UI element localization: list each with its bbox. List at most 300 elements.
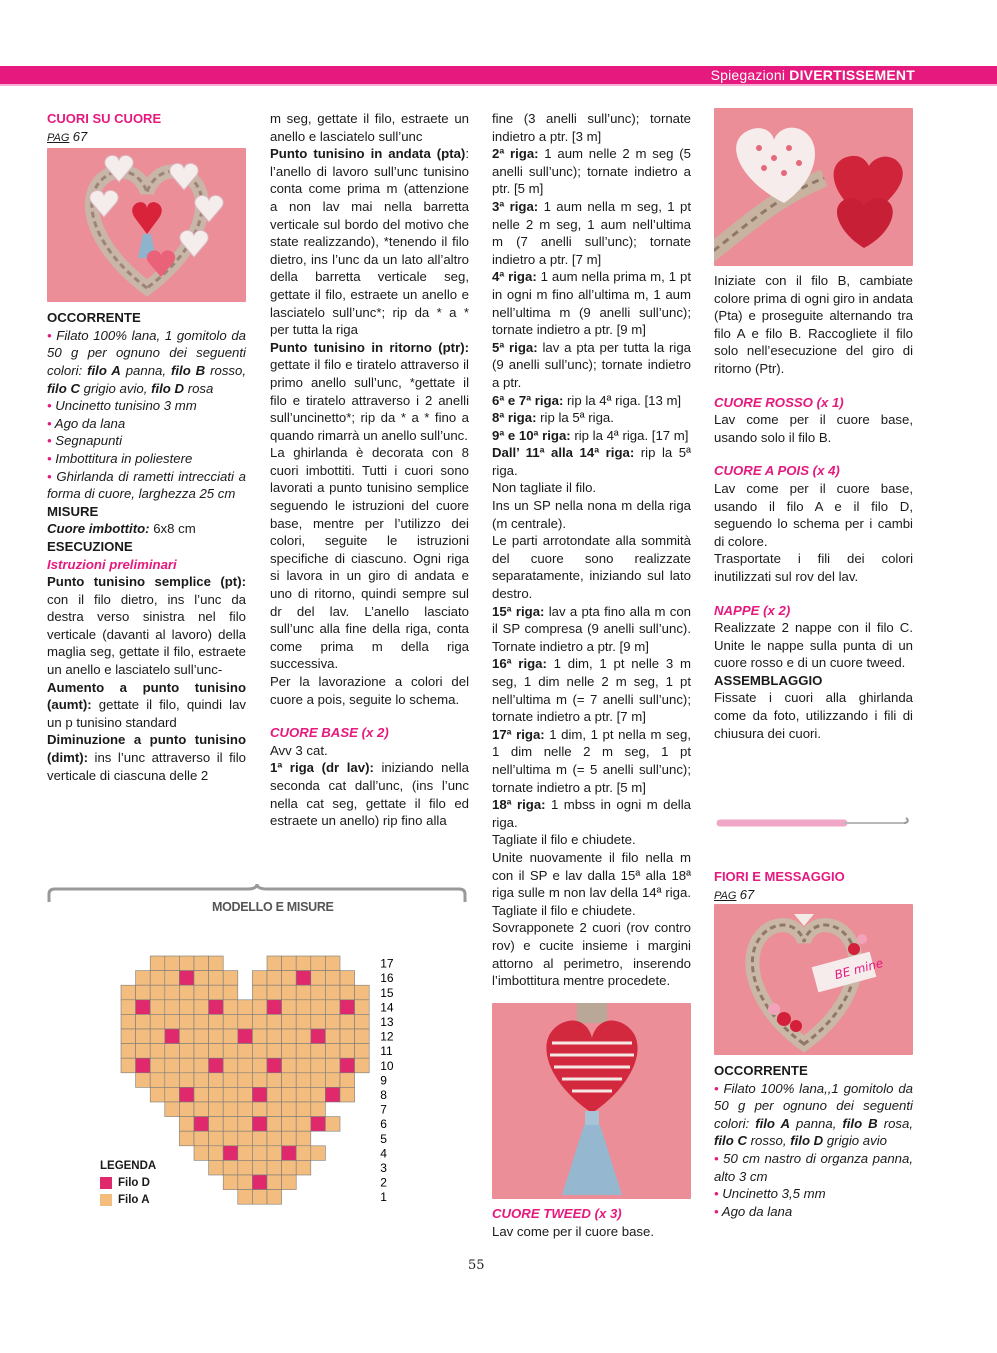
chart-cell-filo-a <box>252 1146 267 1161</box>
chart-cell-filo-a <box>238 1102 253 1117</box>
chart-cell-filo-a <box>325 1058 340 1073</box>
chart-cell-filo-a <box>223 1073 238 1088</box>
chart-cell-filo-a <box>296 1131 311 1146</box>
chart-cell-filo-a <box>325 971 340 986</box>
chart-cell-filo-a <box>296 1014 311 1029</box>
chart-cell-filo-a <box>296 1102 311 1117</box>
chart-cell-filo-a <box>355 1044 370 1059</box>
chart-cell-filo-a <box>311 1014 326 1029</box>
row-6-7: 6ª e 7ª riga: rip la 4ª riga. [13 m] <box>492 392 682 408</box>
row-5: 5ª riga: lav a pta per tutta la riga (9 anelli sull’unc); tornate indietro a ptr. <box>492 339 691 390</box>
chart-cell-filo-a <box>296 1058 311 1073</box>
chart-cell-filo-a <box>296 1073 311 1088</box>
chart-cell-filo-d <box>136 1000 151 1015</box>
row-4: 4ª riga: 1 aum nella prima m, 1 pt in ogni m fino all’ultima m, 1 aum nell’ultima m (9 anelli sull’unc); tornate indietro a ptr. [9 m] <box>492 269 691 338</box>
row-15: 15ª riga: lav a pta fino alla m con il SP compresa (9 anelli sull’unc). Tornate indietro a ptr. [9 m] <box>492 603 691 654</box>
chart-cell-filo-a <box>194 1058 209 1073</box>
chart-cell-filo-a <box>355 1058 370 1073</box>
chart-cell-filo-a <box>267 1190 282 1205</box>
supply-item: • Uncinetto 3,5 mm <box>714 1186 826 1202</box>
chart-cell-filo-a <box>282 985 297 1000</box>
fiori-title: FIORI E MESSAGGIO <box>714 869 845 884</box>
chart-cell-filo-a <box>223 1029 238 1044</box>
chart-cell-filo-a <box>209 1102 224 1117</box>
wreath-photo <box>47 148 246 302</box>
chart-cell-filo-a <box>282 1014 297 1029</box>
chart-cell-filo-a <box>209 1044 224 1059</box>
tweed-section <box>492 1205 691 1240</box>
instruction-dimt: Diminuzione a punto tunisino (dimt): ins l’unc attraverso il filo verticale di ciascuna delle 2 <box>47 732 246 783</box>
chart-cell-filo-d <box>179 971 194 986</box>
chart-cell-filo-a <box>223 1102 238 1117</box>
legend-swatch-filo-a <box>100 1194 112 1206</box>
header-section: Spiegazioni <box>710 67 786 83</box>
chart-cell-filo-a <box>179 1131 194 1146</box>
chart-cell-filo-a <box>121 1058 136 1073</box>
chart-cell-filo-a <box>282 1029 297 1044</box>
chart-cell-filo-d <box>238 1029 253 1044</box>
chart-cell-filo-a <box>150 971 165 986</box>
chart-cell-filo-a <box>121 1029 136 1044</box>
chart-cell-filo-a <box>252 1000 267 1015</box>
chart-cell-filo-a <box>340 985 355 1000</box>
row-8: 8ª riga: rip la 5ª riga. <box>492 410 614 426</box>
chart-row-label: 5 <box>380 1131 387 1146</box>
paragraph-pois: Per la lavorazione a colori del cuore a pois, seguite lo schema. <box>270 674 469 707</box>
chart-cell-filo-a <box>209 1087 224 1102</box>
esecuzione-title: ESECUZIONE <box>47 538 133 554</box>
chart-cell-filo-a <box>267 1087 282 1102</box>
chart-cell-filo-a <box>267 1117 282 1132</box>
column-4 <box>714 272 913 742</box>
chart-cell-filo-a <box>223 1014 238 1029</box>
supply-item: • Ghirlanda di rametti intrecciati a forma di cuore, larghezza 25 cm <box>47 468 247 502</box>
chart-cell-filo-a <box>179 1102 194 1117</box>
chart-cell-filo-a <box>150 1029 165 1044</box>
chart-cell-filo-a <box>296 1000 311 1015</box>
chart-cell-filo-a <box>136 1044 151 1059</box>
chart-cell-filo-a <box>179 1044 194 1059</box>
chart-cell-filo-a <box>136 985 151 1000</box>
chart-cell-filo-a <box>252 1190 267 1205</box>
chart-cell-filo-d <box>267 1000 282 1015</box>
instruction-aumt: Aumento a punto tunisino (aumt): gettate il filo, quindi lav un p tunisino standard <box>47 679 246 730</box>
chart-cell-filo-a <box>150 1014 165 1029</box>
chart-cell-filo-a <box>194 1000 209 1015</box>
chart-cell-filo-d <box>252 1087 267 1102</box>
chart-cell-filo-a <box>296 956 311 971</box>
chart-cell-filo-a <box>209 985 224 1000</box>
supply-item: • Segnapunti <box>47 433 123 449</box>
cuore-rosso-text: Lav come per il cuore base, usando solo il filo B. <box>714 412 913 445</box>
nappe-title: NAPPE (x 2) <box>714 602 791 618</box>
row-18: 18ª riga: 1 mbss in ogni m della riga. <box>492 797 691 830</box>
chart-cell-filo-a <box>223 1175 238 1190</box>
chart-cell-filo-a <box>238 1058 253 1073</box>
chart-legend <box>100 1160 156 1206</box>
chart-cell-filo-a <box>223 1000 238 1015</box>
chart-cell-filo-a <box>194 985 209 1000</box>
paragraph: Non tagliate il filo. <box>492 480 597 496</box>
paragraph: Unite nuovamente il filo nella m con il SP e lav dalla 15ª alla 18ª riga sulle m non lav della 14ª riga. Tagliate il filo e chiudete. <box>492 849 691 918</box>
chart-cell-filo-a <box>238 1175 253 1190</box>
assemblaggio-text: Fissate i cuori alla ghirlanda come da foto, utilizzando i fili di chiusura dei cuori. <box>714 690 913 741</box>
chart-cell-filo-a <box>150 1000 165 1015</box>
chart-row-label: 11 <box>380 1044 393 1059</box>
paragraph-ghirlanda: La ghirlanda è decorata con 8 cuori imbottiti. Tutti i cuori sono lavorati a punto tunisino semplice seguendo le istruzioni del cuore base, mentre per l’utilizzo dei colori, seguite le istruzioni specifiche di ciascuno. Ogni riga si lavora in un giro di andata e uno di ritorno, quindi sempre sul dr del lav. L’anello lasciato sull’unc alla fine della riga, conta come prima m della riga successiva. <box>270 445 469 672</box>
chart-cell-filo-a <box>311 1058 326 1073</box>
chart-cell-filo-a <box>194 1146 209 1161</box>
chart-cell-filo-a <box>238 1117 253 1132</box>
chart-cell-filo-d <box>194 1117 209 1132</box>
chart-cell-filo-a <box>325 956 340 971</box>
chart-cell-filo-d <box>252 1117 267 1132</box>
supply-item: • Ago da lana <box>714 1203 793 1219</box>
chart-cell-filo-a <box>267 985 282 1000</box>
chart-cell-filo-a <box>194 1102 209 1117</box>
chart-cell-filo-a <box>325 1014 340 1029</box>
chart-cell-filo-a <box>179 1117 194 1132</box>
chart-cell-filo-a <box>238 1073 253 1088</box>
chart-cell-filo-a <box>267 971 282 986</box>
chart-cell-filo-a <box>238 1190 253 1205</box>
chart-cell-filo-a <box>282 1000 297 1015</box>
chart-cell-filo-a <box>150 1087 165 1102</box>
chart-cell-filo-a <box>223 1117 238 1132</box>
chart-cell-filo-a <box>325 985 340 1000</box>
chart-cell-filo-a <box>223 1044 238 1059</box>
chart-cell-filo-a <box>179 1014 194 1029</box>
chart-row-label: 17 <box>380 956 394 971</box>
chart-row-label: 3 <box>380 1161 387 1175</box>
chart-cell-filo-a <box>238 1131 253 1146</box>
chart-row-label: 9 <box>380 1073 387 1088</box>
paragraph: Le parti arrotondate alla sommità del cuore sono realizzate separatamente, iniziando sul lato destro. <box>492 533 691 602</box>
nappe-text: Realizzate 2 nappe con il filo C. Unite le nappe sulla punta di un cuore rosso e di un cuore tweed. <box>714 620 913 671</box>
chart-cell-filo-a <box>252 985 267 1000</box>
chart-cell-filo-a <box>311 956 326 971</box>
chart-cell-filo-a <box>223 1087 238 1102</box>
hearts-closeup-photo <box>714 108 913 266</box>
fiori-occorrente <box>714 1062 913 1220</box>
chart-cell-filo-a <box>282 971 297 986</box>
chart-cell-filo-a <box>136 1073 151 1088</box>
column-3 <box>492 110 691 990</box>
fiori-wreath-photo <box>714 904 913 1055</box>
chart-cell-filo-a <box>267 1073 282 1088</box>
chart-cell-filo-a <box>238 1160 253 1175</box>
cuore-pois-text: Lav come per il cuore base, usando il filo A e il filo D, seguendo lo schema per i cambi di colore. <box>714 480 913 549</box>
legend-swatch-filo-d <box>100 1177 112 1189</box>
chart-cell-filo-a <box>165 956 180 971</box>
chart-cell-filo-a <box>325 1044 340 1059</box>
chart-cell-filo-a <box>150 1058 165 1073</box>
chart-cell-filo-a <box>296 1087 311 1102</box>
chart-cell-filo-a <box>252 1073 267 1088</box>
heart-chart <box>120 955 410 1215</box>
chart-cell-filo-a <box>165 1000 180 1015</box>
instruction-ptr: Punto tunisino in ritorno (ptr): gettate il filo e tiratelo attraverso il primo anello sull’unc, *gettate il filo e tiratelo attraverso i 2 anelli sull’uncinetto*; rip da * a * fino a quando rimarrà un anello sull’unc. <box>270 339 469 443</box>
chart-cell-filo-a <box>194 1014 209 1029</box>
chart-cell-filo-d <box>340 1000 355 1015</box>
chart-cell-filo-a <box>238 1014 253 1029</box>
chart-cell-filo-a <box>150 956 165 971</box>
chart-cell-filo-a <box>209 1014 224 1029</box>
chart-cell-filo-a <box>136 971 151 986</box>
chart-cell-filo-a <box>150 1073 165 1088</box>
chart-cell-filo-a <box>252 1029 267 1044</box>
row-1: 1ª riga (dr lav): iniziando nella seconda cat dall’unc, (ins l’unc nella cat seg, gettate il filo ed estraete un anello) rip fino alla <box>270 760 469 829</box>
chart-cell-filo-a <box>165 1102 180 1117</box>
legend-item-filo-a: Filo A <box>100 1194 156 1206</box>
chart-cell-filo-a <box>267 1131 282 1146</box>
chart-row-label: 12 <box>380 1029 394 1044</box>
chart-cell-filo-a <box>136 1029 151 1044</box>
chart-cell-filo-d <box>311 1117 326 1132</box>
legend-title: LEGENDA <box>100 1160 157 1172</box>
chart-cell-filo-a <box>209 1131 224 1146</box>
chart-title: MODELLO E MISURE <box>212 900 334 914</box>
chart-cell-filo-a <box>267 1014 282 1029</box>
row-17: 17ª riga: 1 dim, 1 pt nella m seg, 1 dim nelle 2 m seg, 1 pt nell’ultima m (= 5 anelli sull’unc); tornate indietro a ptr. [5 m] <box>492 726 691 795</box>
chart-cell-filo-a <box>121 985 136 1000</box>
occorrente-title: OCCORRENTE <box>47 310 141 326</box>
chart-row-label: 4 <box>380 1146 387 1161</box>
chart-cell-filo-a <box>252 1044 267 1059</box>
page-ref: PAG 67 <box>47 128 88 144</box>
chart-cell-filo-a <box>194 1044 209 1059</box>
chart-cell-filo-a <box>165 1014 180 1029</box>
fiori-section <box>714 868 913 905</box>
chart-cell-filo-a <box>267 956 282 971</box>
chart-row-label: 8 <box>380 1088 387 1102</box>
chart-cell-filo-a <box>121 1044 136 1059</box>
chart-cell-filo-d <box>252 1175 267 1190</box>
chart-cell-filo-d <box>267 1058 282 1073</box>
misure-value: Cuore imbottito: 6x8 cm <box>47 521 196 537</box>
photo-sign-text: BE mine <box>833 955 885 983</box>
chart-row-label: 2 <box>380 1175 387 1190</box>
chart-cell-filo-a <box>282 956 297 971</box>
chart-cell-filo-a <box>282 1160 297 1175</box>
row-11-14: Dall’ 11ª alla 14ª riga: rip la 5ª riga. <box>492 445 691 478</box>
chart-cell-filo-a <box>194 1131 209 1146</box>
chart-cell-filo-a <box>165 985 180 1000</box>
chart-cell-filo-a <box>209 1029 224 1044</box>
chart-cell-filo-a <box>282 1117 297 1132</box>
chart-cell-filo-d <box>136 1058 151 1073</box>
chart-cell-filo-a <box>223 971 238 986</box>
chart-cell-filo-a <box>325 1117 340 1132</box>
chart-cell-filo-a <box>296 1160 311 1175</box>
page-number: 55 <box>468 1258 485 1273</box>
chart-row-label: 15 <box>380 985 394 1000</box>
chart-cell-filo-a <box>165 1058 180 1073</box>
chart-cell-filo-a <box>311 1087 326 1102</box>
chart-cell-filo-a <box>194 1073 209 1088</box>
chart-cell-filo-a <box>252 1131 267 1146</box>
chart-cell-filo-d <box>282 1146 297 1161</box>
chart-cell-filo-a <box>179 985 194 1000</box>
chart-cell-filo-a <box>150 1044 165 1059</box>
chart-cell-filo-a <box>340 1029 355 1044</box>
chart-cell-filo-a <box>194 971 209 986</box>
chart-cell-filo-a <box>179 1058 194 1073</box>
cuore-pois-text-2: Trasportate i fili dei colori inutilizzati sul rov del lav. <box>714 551 913 584</box>
chart-cell-filo-a <box>223 1160 238 1175</box>
chart-cell-filo-d <box>165 1029 180 1044</box>
chart-cell-filo-a <box>282 1058 297 1073</box>
chart-cell-filo-a <box>150 985 165 1000</box>
chart-cell-filo-a <box>179 1000 194 1015</box>
chart-cell-filo-a <box>296 985 311 1000</box>
chart-cell-filo-a <box>325 1073 340 1088</box>
chart-cell-filo-d <box>296 971 311 986</box>
chart-cell-filo-d <box>311 1029 326 1044</box>
chart-row-label: 14 <box>380 1000 394 1015</box>
chart-cell-filo-a <box>267 1102 282 1117</box>
chart-cell-filo-a <box>121 1000 136 1015</box>
chart-cell-filo-a <box>355 1029 370 1044</box>
chart-cell-filo-a <box>209 1146 224 1161</box>
chart-cell-filo-a <box>252 971 267 986</box>
chart-cell-filo-d <box>340 1058 355 1073</box>
supply-item: • Filato 100% lana,,1 gomitolo da 50 g per ognuno dei seguenti colori: filo A panna, filo B rosa, filo C rosso, filo D grigio avio <box>714 1080 914 1149</box>
text-continuation: fine (3 anelli sull’unc); tornate indietro a ptr. [3 m] <box>492 111 691 144</box>
chart-cell-filo-a <box>223 1131 238 1146</box>
chart-row-label: 1 <box>380 1190 387 1205</box>
chart-cell-filo-a <box>252 1102 267 1117</box>
cast-on: Avv 3 cat. <box>270 742 328 758</box>
paragraph-iniziate: Iniziate con il filo B, cambiate colore prima di ogni giro in andata (Pta) e proseguite alternando tra filo A e filo B. Raccogliete il filo solo nell’esecuzione del giro di ritorno (Ptr). <box>714 273 913 376</box>
istruzioni-subtitle: Istruzioni preliminari <box>47 556 177 572</box>
chart-cell-filo-a <box>311 1102 326 1117</box>
chart-cell-filo-d <box>223 1146 238 1161</box>
chart-cell-filo-a <box>252 1014 267 1029</box>
chart-cell-filo-a <box>223 985 238 1000</box>
row-3: 3ª riga: 1 aum nella m seg, 1 pt nelle 2 m seg, 1 aum nell’ultima m (7 anelli sull’unc); tornate indietro a ptr. [7 m] <box>492 198 691 267</box>
chart-row-label: 16 <box>380 971 394 986</box>
chart-cell-filo-a <box>165 1073 180 1088</box>
chart-cell-filo-a <box>311 1146 326 1161</box>
chart-cell-filo-a <box>340 1014 355 1029</box>
chart-cell-filo-a <box>340 971 355 986</box>
chart-cell-filo-a <box>252 1058 267 1073</box>
chart-cell-filo-a <box>194 956 209 971</box>
chart-row-label: 7 <box>380 1102 387 1117</box>
chart-cell-filo-a <box>311 1000 326 1015</box>
chart-cell-filo-a <box>311 985 326 1000</box>
chart-cell-filo-a <box>209 1073 224 1088</box>
chart-cell-filo-a <box>238 1044 253 1059</box>
chart-cell-filo-a <box>252 1160 267 1175</box>
chart-cell-filo-a <box>325 1029 340 1044</box>
chart-cell-filo-a <box>282 1175 297 1190</box>
tweed-title: CUORE TWEED (x 3) <box>492 1206 622 1221</box>
chart-cell-filo-a <box>179 956 194 971</box>
chart-cell-filo-a <box>209 956 224 971</box>
chart-cell-filo-a <box>267 1029 282 1044</box>
chart-cell-filo-d <box>325 1087 340 1102</box>
chart-cell-filo-a <box>355 1014 370 1029</box>
row-9-10: 9ª e 10ª riga: rip la 4ª riga. [17 m] <box>492 427 689 443</box>
chart-row-label: 13 <box>380 1015 394 1029</box>
chart-cell-filo-a <box>340 1073 355 1088</box>
chart-cell-filo-a <box>209 971 224 986</box>
row-16: 16ª riga: 1 dim, 1 pt nelle 3 m seg, 1 dim nelle 2 m seg, 1 pt nell’ultima m (= 7 anelli sull’unc); tornate indietro a ptr. [7 m] <box>492 656 691 725</box>
chart-cell-filo-a <box>296 1029 311 1044</box>
chart-cell-filo-d <box>209 1000 224 1015</box>
instruction-pt: Punto tunisino semplice (pt): con il filo dietro, ins l’unc da destra verso sinistra nel filo verticale (davanti al lavoro) della maglia seg, gettate il filo, estraete un anello e lasciatelo sull’unc- <box>47 574 246 678</box>
header-underline <box>0 84 997 86</box>
chart-cell-filo-d <box>209 1058 224 1073</box>
column-2 <box>270 110 469 830</box>
supply-item: • Uncinetto tunisino 3 mm <box>47 398 197 414</box>
assemblaggio-title: ASSEMBLAGGIO <box>714 672 823 688</box>
chart-cell-filo-a <box>223 1058 238 1073</box>
chart-cell-filo-a <box>194 1029 209 1044</box>
chart-cell-filo-a <box>194 1087 209 1102</box>
crochet-hook-image <box>714 808 913 838</box>
row-2: 2ª riga: 1 aum nelle 2 m seg (5 anelli sull’unc); tornate indietro a ptr. [5 m] <box>492 146 691 197</box>
chart-cell-filo-a <box>136 1014 151 1029</box>
paragraph: Sovrapponete 2 cuori (rov contro rov) e cucite insieme i margini attorno al perimetro, inserendo l’imbottitura mentre procedete. <box>492 920 691 989</box>
chart-cell-filo-a <box>238 1087 253 1102</box>
chart-cell-filo-a <box>325 1000 340 1015</box>
chart-row-label: 10 <box>380 1058 394 1073</box>
chart-cell-filo-a <box>296 1117 311 1132</box>
chart-cell-filo-a <box>282 1102 297 1117</box>
chart-cell-filo-a <box>267 1160 282 1175</box>
paragraph: Tagliate il filo e chiudete. <box>492 832 636 848</box>
chart-cell-filo-a <box>209 1117 224 1132</box>
misure-title: MISURE <box>47 503 99 519</box>
cuore-pois-title: CUORE A POIS (x 4) <box>714 463 840 479</box>
chart-cell-filo-a <box>355 1000 370 1015</box>
page-ref: PAG 67 <box>714 886 755 902</box>
chart-cell-filo-a <box>296 1146 311 1161</box>
pattern-title: CUORI SU CUORE <box>47 111 162 126</box>
chart-cell-filo-a <box>267 1175 282 1190</box>
chart-cell-filo-a <box>282 1131 297 1146</box>
chart-cell-filo-a <box>282 1044 297 1059</box>
chart-cell-filo-a <box>267 1146 282 1161</box>
chart-cell-filo-a <box>311 1073 326 1088</box>
chart-cell-filo-a <box>267 1044 282 1059</box>
chart-cell-filo-d <box>179 1087 194 1102</box>
cuore-rosso-title: CUORE ROSSO (x 1) <box>714 394 844 410</box>
chart-cell-filo-a <box>165 971 180 986</box>
paragraph: Ins un SP nella nona m della riga (m centrale). <box>492 498 691 531</box>
chart-cell-filo-a <box>165 1044 180 1059</box>
tweed-heart-photo <box>492 1003 691 1199</box>
chart-cell-filo-a <box>179 1073 194 1088</box>
chart-cell-filo-a <box>340 1044 355 1059</box>
supply-item: • Imbottitura in poliestere <box>47 450 193 466</box>
chart-cell-filo-a <box>311 971 326 986</box>
cuore-base-title: CUORE BASE (x 2) <box>270 725 389 741</box>
chart-cell-filo-a <box>311 1044 326 1059</box>
chart-cell-filo-a <box>209 1160 224 1175</box>
chart-cell-filo-a <box>282 1073 297 1088</box>
chart-cell-filo-a <box>238 1146 253 1161</box>
chart-cell-filo-a <box>121 1014 136 1029</box>
chart-cell-filo-a <box>282 1087 297 1102</box>
supply-item: • Filato 100% lana, 1 gomitolo da 50 g per ognuno dei seguenti colori: filo A panna, filo B rosso, filo C grigio avio, filo D rosa <box>47 327 247 396</box>
section-header <box>711 67 915 83</box>
tweed-text: Lav come per il cuore base. <box>492 1223 654 1239</box>
supply-item: • 50 cm nastro di organza panna, alto 3 cm <box>714 1150 913 1184</box>
